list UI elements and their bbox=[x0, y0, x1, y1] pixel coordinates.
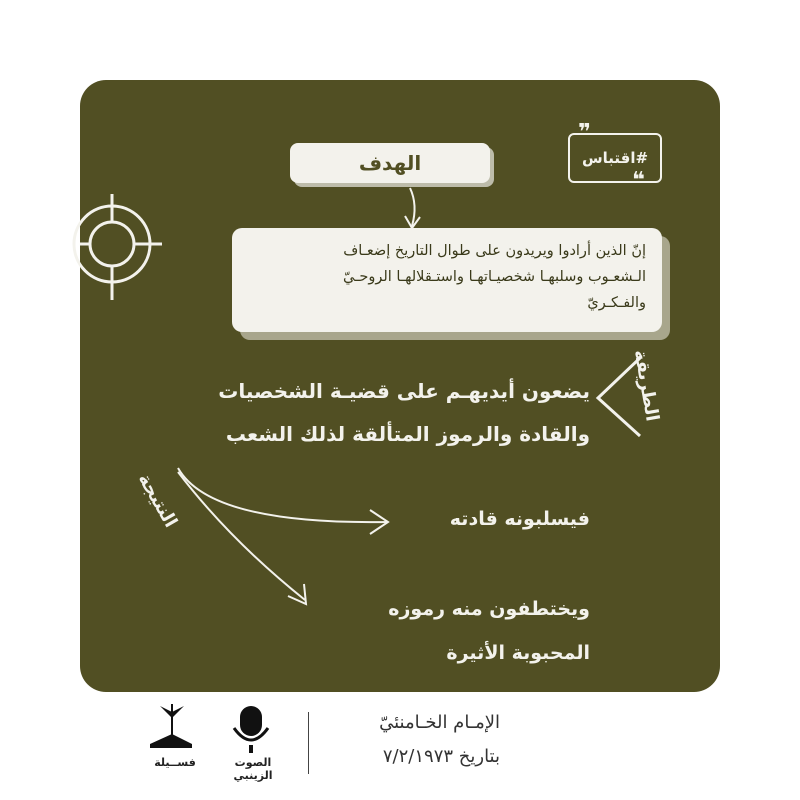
result-label: النتيجة bbox=[133, 469, 182, 532]
result-2 bbox=[330, 587, 590, 675]
method-line: والقادة والرموز المتألقة لذلك الشعب bbox=[225, 422, 590, 446]
quote-line: إنّ الذين أرادوا ويريدون على طوال التاريخ إضعـاف bbox=[343, 243, 646, 259]
goal-arrow bbox=[410, 188, 415, 226]
goal-label: الهدف bbox=[358, 151, 422, 175]
goal-label-box bbox=[290, 143, 490, 183]
quote-line: الـشعـوب وسلبهـا شخصيـاتهـا واستـقلالهـا الروحـيّ bbox=[343, 269, 646, 285]
author-name: الإمـام الخـامنئيّ bbox=[379, 712, 500, 733]
close-quote-icon: ❝ bbox=[632, 168, 645, 193]
result-2-line: ويختطفون منه رموزه bbox=[388, 598, 590, 620]
result-arrow-2 bbox=[178, 472, 305, 600]
method-line: يضعون أيديهـم على قضيـة الشخصيات bbox=[218, 379, 590, 403]
microphone-icon bbox=[234, 706, 268, 753]
seedling-book-icon bbox=[150, 704, 192, 748]
result-2-line: المحبوبة الأثيرة bbox=[446, 642, 590, 664]
result-arrow-1 bbox=[178, 468, 388, 522]
quote-box bbox=[232, 228, 662, 332]
method-text bbox=[150, 370, 590, 456]
logo-2-label: فســيلة bbox=[154, 756, 196, 769]
open-quote-icon: ❞ bbox=[578, 120, 591, 145]
method-label: الطريقة bbox=[629, 348, 663, 423]
target-icon bbox=[74, 194, 162, 300]
hashtag-text: #اقتباس bbox=[581, 149, 649, 167]
quote-line: والفـكـريّ bbox=[587, 295, 646, 311]
footer-divider bbox=[308, 712, 309, 774]
logo-1-label: الصوت الزينبي bbox=[233, 756, 273, 782]
quote-date: بتاريخ ٧/٢/١٩٧٣ bbox=[382, 746, 500, 767]
result-1: فيسلبونه قادته bbox=[449, 508, 590, 530]
